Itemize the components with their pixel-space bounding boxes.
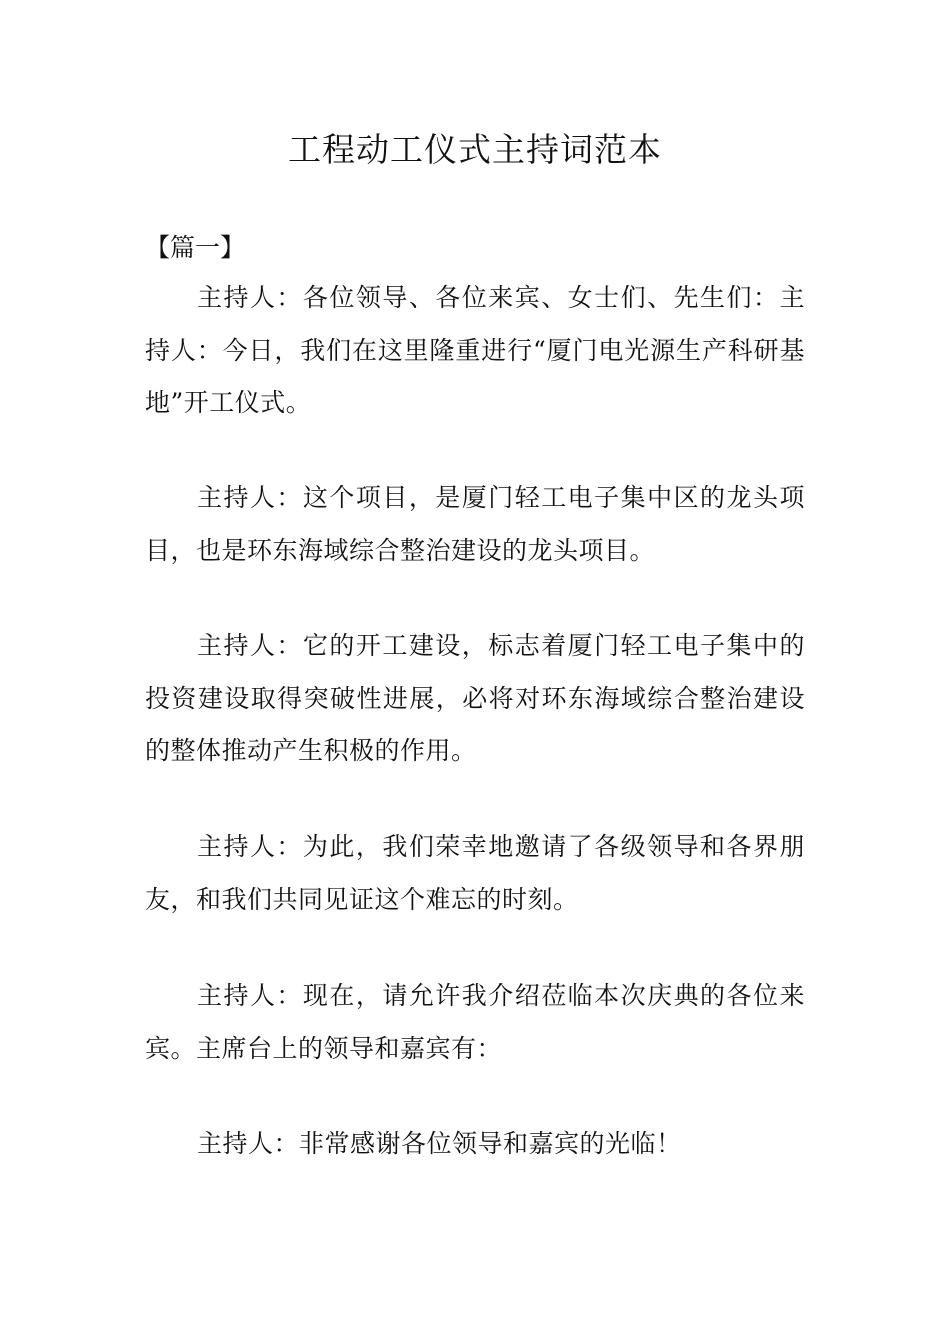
paragraph-5: 主持人：现在，请允许我介绍莅临本次庆典的各位来宾。主席台上的领导和嘉宾有： [145,981,805,1063]
paragraph-6: 主持人：非常感谢各位领导和嘉宾的光临！ [197,1129,682,1158]
section-label: 【篇一】 [145,233,246,262]
document-title: 工程动工仪式主持词范本 [288,130,662,169]
paragraph-2: 主持人：这个项目，是厦门轻工电子集中区的龙头项目，也是环东海域综合整治建设的龙头项目。 [145,483,805,565]
paragraph-1: 主持人：各位领导、各位来宾、女士们、先生们：主持人：今日，我们在这里隆重进行“厦门电光源生产科研基地”开工仪式。 [145,283,805,417]
paragraph-3: 主持人：它的开工建设，标志着厦门轻工电子集中的投资建设取得突破性进展，必将对环东海域综合整治建设的整体推动产生积极的作用。 [145,631,805,765]
paragraph-4: 主持人：为此，我们荣幸地邀请了各级领导和各界朋友，和我们共同见证这个难忘的时刻。 [145,832,805,914]
